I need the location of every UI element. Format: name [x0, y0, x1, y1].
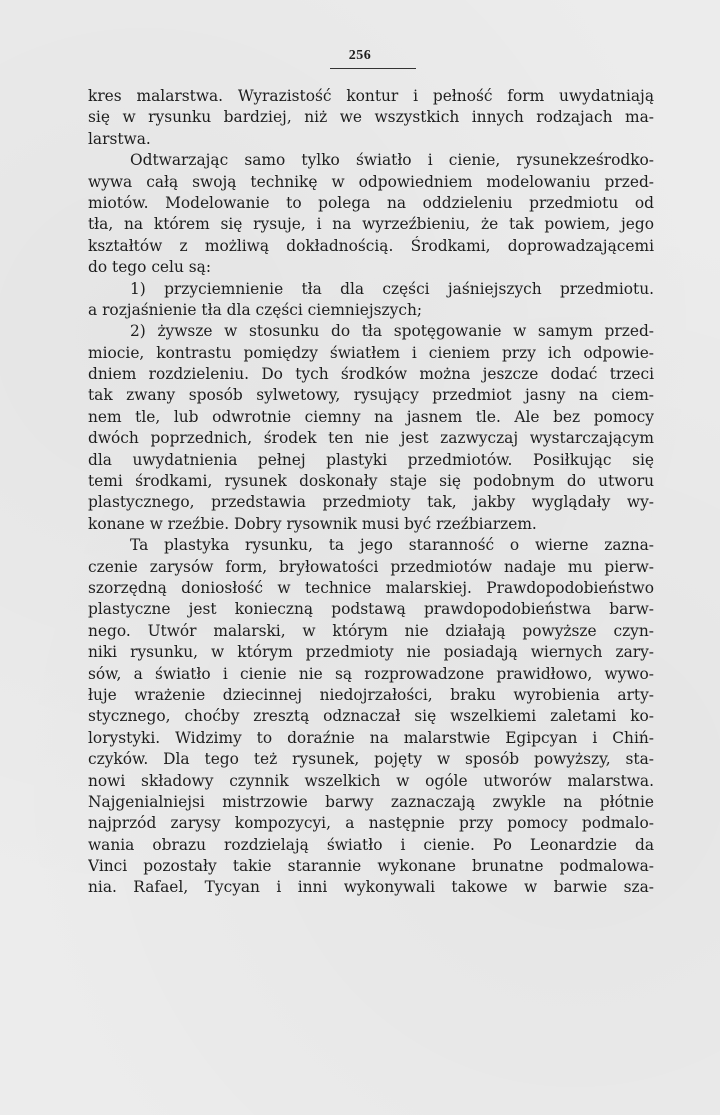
- text-line: niki rysunku, w którym przedmioty nie posiadają wiernych zary-: [88, 643, 654, 662]
- text-line: nego. Utwór malarski, w którym nie działają powyższe czyn-: [88, 621, 654, 640]
- text-line: larstwa.: [88, 129, 151, 148]
- text-line: dniem rozdzieleniu. Do tych środków można jeszcze dodać trzeci: [88, 365, 654, 384]
- text-line: kształtów z możliwą dokładnością. Środkami, doprowadzającemi: [88, 236, 654, 255]
- text-line: do tego celu są:: [88, 258, 212, 277]
- text-line: 1) przyciemnienie tła dla części jaśniejszych przedmiotu.: [130, 279, 654, 298]
- text-line: Ta plastyka rysunku, ta jego staranność o wierne zazna-: [130, 536, 654, 555]
- text-line: czyków. Dla tego też rysunek, pojęty w sposób powyższy, sta-: [88, 750, 654, 769]
- text-line: miotów. Modelowanie to polega na oddzieleniu przedmiotu od: [88, 193, 654, 212]
- text-line: szorzędną doniosłość w technice malarskiej. Prawdopodobieństwo: [88, 578, 654, 597]
- page-header: [0, 44, 720, 64]
- text-line: nia. Rafael, Tycyan i inni wykonywali takowe w barwie sza-: [88, 878, 654, 897]
- text-line: dwóch poprzednich, środek ten nie jest zazwyczaj wystarczającym: [88, 429, 654, 448]
- page-number: 256: [348, 48, 372, 63]
- text-line: dla uwydatnienia pełnej plastyki przedmiotów. Posiłkując się: [88, 450, 654, 469]
- text-line: kres malarstwa. Wyrazistość kontur i pełność form uwydatniają: [88, 87, 654, 105]
- text-line: wywa całą swoją technikę w odpowiedniem modelowaniu przed-: [88, 172, 654, 191]
- header-rule: [330, 68, 416, 69]
- text-line: łuje wrażenie dziecinnej niedojrzałości, braku wyrobienia arty-: [88, 685, 654, 704]
- text-line: plastycznego, przedstawia przedmioty tak, jakby wyglądały wy-: [88, 493, 654, 512]
- text-line: miocie, kontrastu pomiędzy światłem i cieniem przy ich odpowie-: [88, 343, 654, 362]
- text-line: czenie zarysów form, bryłowatości przedmiotów nadaje mu pierw-: [88, 557, 654, 576]
- text-line: Vinci pozostały takie starannie wykonane brunatne podmalowa-: [88, 857, 654, 876]
- text-line: tak zwany sposób sylwetowy, rysujący przedmiot jasny na ciem-: [88, 386, 654, 405]
- text-line: nem tle, lub odwrotnie ciemny na jasnem tle. Ale bez pomocy: [88, 407, 654, 426]
- text-line: Najgenialniejsi mistrzowie barwy zaznaczają zwykle na płótnie: [88, 792, 654, 811]
- text-line: lorystyki. Widzimy to doraźnie na malarstwie Egipcyan i Chiń-: [88, 728, 654, 747]
- text-line: tła, na którem się rysuje, i na wyrzeźbieniu, że tak powiem, jego: [88, 215, 654, 234]
- text-line: Odtwarzając samo tylko światło i cienie, rysunekześrodko-: [130, 151, 654, 170]
- text-line: najprzód zarysy kompozycyi, a następnie przy pomocy podmalo-: [88, 814, 654, 833]
- text-line: się w rysunku bardziej, niż we wszystkich innych rodzajach ma-: [88, 108, 654, 127]
- text-line: konane w rzeźbie. Dobry rysownik musi być rzeźbiarzem.: [88, 514, 537, 533]
- text-line: a rozjaśnienie tła dla części ciemniejszych;: [88, 300, 423, 319]
- text-line: stycznego, choćby zresztą odznaczał się wszelkiemi zaletami ko-: [88, 707, 654, 726]
- text-line: sów, a światło i cienie nie są rozprowadzone prawidłowo, wywo-: [88, 664, 654, 683]
- text-line: plastyczne jest konieczną podstawą prawdopodobieństwa barw-: [88, 600, 654, 619]
- text-line: nowi składowy czynnik wszelkich w ogóle utworów malarstwa.: [88, 771, 654, 790]
- body-text: [88, 86, 654, 899]
- text-line: 2) żywsze w stosunku do tła spotęgowanie w samym przed-: [130, 322, 654, 341]
- text-line: wania obrazu rozdzielają światło i cienie. Po Leonardzie da: [88, 835, 654, 854]
- text-line: temi środkami, rysunek doskonały staje się podobnym do utworu: [88, 472, 654, 491]
